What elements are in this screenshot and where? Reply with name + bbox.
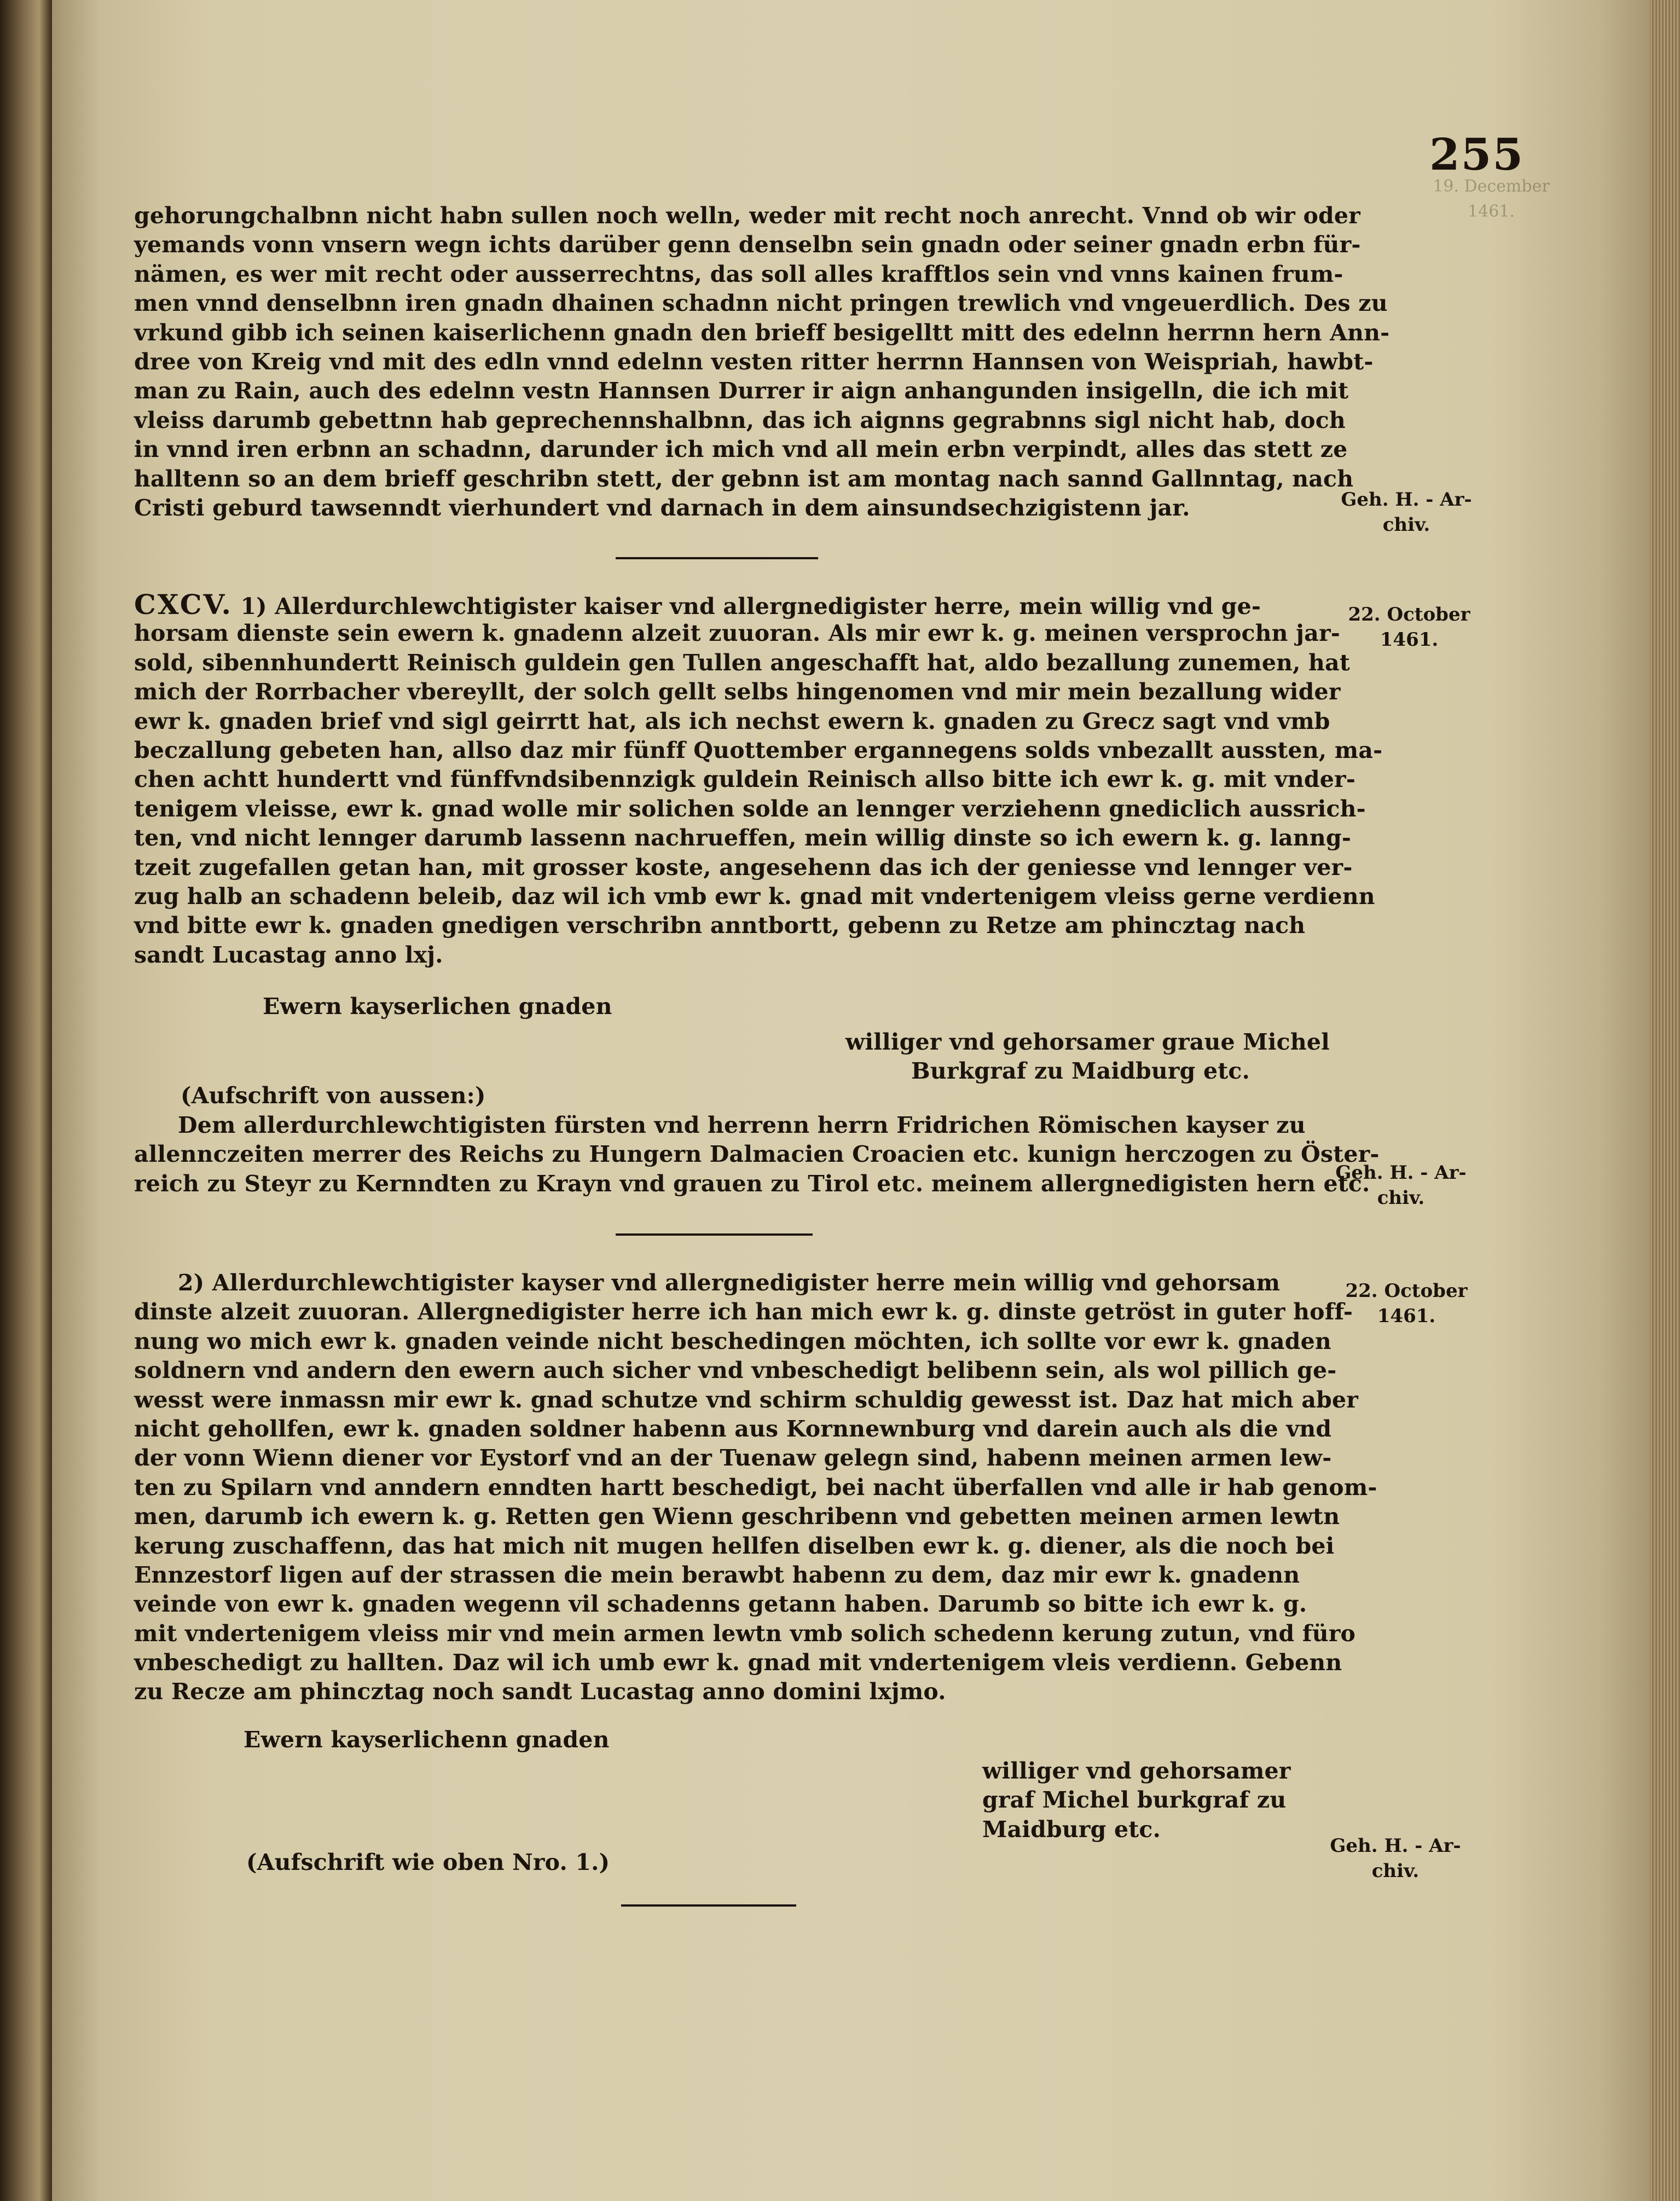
document-number: CXCV. (134, 588, 233, 621)
signature-block (982, 1757, 1354, 1844)
date-line: 1461. (1377, 1305, 1436, 1327)
source-line: Geh. H. - Ar- (1341, 489, 1472, 511)
signature-line: williger vnd gehorsamer graue Michel (845, 1029, 1330, 1055)
text-line: zug halb an schadenn beleib, daz wil ich vmb ewr k. gnad mit vndertenigem vleiss gerne verdienn (134, 883, 1375, 910)
text-line: kerung zuschaffenn, das hat mich nit mugen hellfen diselben ewr k. g. diener, als die noch bei (134, 1532, 1335, 1559)
text-line: reich zu Steyr zu Kernndten zu Krayn vnd grauen zu Tirol etc. meinem allergnedigisten hern etc. (134, 1170, 1370, 1197)
archive-source-note (1305, 1833, 1486, 1884)
source-line: chiv. (1371, 1860, 1420, 1882)
text-line: tenigem vleisse, ewr k. gnad wolle mir solichen solde an lennger verziehenn gnediclich aussrich- (134, 795, 1366, 822)
section-divider (616, 1233, 813, 1236)
text-line: Cristi geburd tawsenndt vierhundert vnd darnach in dem ainsundsechzigistenn jar. (134, 494, 1190, 521)
salutation: Ewern kayserlichenn gnaden (244, 1727, 610, 1753)
text-line: nung wo mich ewr k. gnaden veinde nicht beschedingen möchten, ich sollte vor ewr k. gnaden (134, 1328, 1331, 1354)
text-line: sandt Lucastag anno lxj. (134, 941, 443, 968)
text-line: halltenn so an dem brieff geschribn stett, der gebnn ist am montag nach sannd Gallnntag, nach (134, 465, 1354, 492)
source-line: Geh. H. - Ar- (1330, 1835, 1461, 1857)
text-line: horsam dienste sein ewern k. gnadenn alzeit zuuoran. Als mir ewr k. g. meinen versprochn jar- (134, 620, 1340, 647)
book-page (52, 0, 1650, 2201)
signature-line: graf Michel burkgraf zu (982, 1787, 1287, 1814)
page-fore-edge (1650, 0, 1680, 2201)
text-line: vleiss darumb gebettnn hab geprechennshalbnn, das ich aignns gegrabnns sigl nicht hab, doch (134, 407, 1346, 433)
salutation: Ewern kayserlichen gnaden (263, 993, 612, 1020)
archive-source-note (1316, 487, 1497, 537)
text-line: 1) Allerdurchlewchtigister kaiser vnd allergnedigister herre, mein willig vnd ge- (232, 593, 1261, 619)
text-line: men, darumb ich ewern k. g. Retten gen Wienn geschribenn vnd gebetten meinen armen lewtn (134, 1503, 1340, 1530)
section-divider (616, 557, 818, 559)
document-2-body (134, 1269, 1377, 1707)
aufschrift-text (134, 1111, 1380, 1198)
document-cxcv-body (134, 588, 1383, 970)
date-line: 1461. (1380, 629, 1439, 651)
text-line: dinste alzeit zuuoran. Allergnedigister herre ich han mich ewr k. g. dinste getröst in guter hoff- (134, 1299, 1353, 1325)
page-number: 255 (1429, 129, 1524, 180)
text-line: Dem allerdurchlewchtigisten fürsten vnd herrenn herrn Fridrichen Römischen kayser zu (178, 1112, 1306, 1138)
archive-source-note (1311, 1160, 1491, 1210)
text-line: mich der Rorrbacher vbereyllt, der solch gellt selbs hingenomen vnd mir mein bezallung wider (134, 679, 1341, 705)
text-line: gehorungchalbnn nicht habn sullen noch welln, weder mit recht noch anrecht. Vnnd ob wir oder (134, 202, 1360, 229)
text-line: beczallung gebeten han, allso daz mir fünff Quottember ergannegens solds vnbezallt aussten, ma- (134, 737, 1383, 763)
text-line: soldnern vnd andern den ewern auch sicher vnd vnbeschedigt belibenn sein, als wol pillich ge- (134, 1357, 1337, 1384)
text-line: Ennzestorf ligen auf der strassen die mein berawbt habenn zu dem, daz mir ewr k. gnadenn (134, 1561, 1300, 1588)
aufschrift-label: (Aufschrift von aussen:) (181, 1082, 486, 1109)
signature-line: williger vnd gehorsamer (982, 1758, 1291, 1784)
text-line: nämen, es wer mit recht oder ausserrechtns, das soll alles krafftlos sein vnd vnns kainen frum- (134, 260, 1343, 287)
text-line: allennczeiten merrer des Reichs zu Hungern Dalmacien Croacien etc. kunign herczogen zu Öster- (134, 1141, 1380, 1168)
signature-block (845, 1028, 1354, 1086)
left-page-edge (0, 0, 52, 2201)
signature-line: Maidburg etc. (982, 1816, 1161, 1843)
text-line: ewr k. gnaden brief vnd sigl geirrtt hat, als ich nechst ewern k. gnaden zu Grecz sagt vnd vmb (134, 708, 1330, 734)
source-line: chiv. (1377, 1187, 1425, 1209)
text-line: man zu Rain, auch des edelnn vestn Hannsen Durrer ir aign anhangunden insigelln, die ich mit (134, 378, 1349, 404)
text-line: 2) Allerdurchlewchtigister kayser vnd allergnedigister herre mein willig vnd gehorsam (178, 1270, 1281, 1296)
text-line: veinde von ewr k. gnaden wegenn vil schadenns getann haben. Darumb so bitte ich ewr k. g. (134, 1591, 1307, 1618)
source-line: Geh. H. - Ar- (1335, 1162, 1467, 1184)
text-line: zu Recze am phincztag noch sandt Lucastag anno domini lxjmo. (134, 1678, 946, 1705)
text-line: der vonn Wienn diener vor Eystorf vnd an der Tuenaw gelegn sind, habenn meinen armen lew- (134, 1445, 1332, 1472)
text-line: mit vndertenigem vleiss mir vnd mein armen lewtn vmb solich schedenn kerung zutun, vnd füro (134, 1620, 1356, 1647)
text-line: vnbeschedigt zu hallten. Daz wil ich umb ewr k. gnad mit vndertenigem vleis verdienn. Gebenn (134, 1649, 1342, 1676)
date-line: 22. October (1345, 1280, 1468, 1302)
text-line: ten, vnd nicht lennger darumb lassenn nachrueffen, mein willig dinste so ich ewern k. g. lanng- (134, 825, 1352, 852)
aufschrift-note: (Aufschrift wie oben Nro. 1.) (246, 1849, 610, 1875)
date-line: 22. October (1348, 604, 1470, 625)
text-line: nicht gehollfen, ewr k. gnaden soldner habenn aus Kornnewnburg vnd darein auch als die vnd (134, 1415, 1332, 1442)
text-line: dree von Kreig vnd mit des edln vnnd edelnn vesten ritter herrnn Hannsen von Weispriah, hawbt- (134, 348, 1374, 375)
continuation-paragraph (134, 201, 1390, 523)
text-line: ten zu Spilarn vnd anndern enndten hartt beschedigt, bei nacht überfallen vnd alle ir hab genom- (134, 1474, 1377, 1501)
text-line: yemands vonn vnsern wegn ichts darüber genn denselbn sein gnadn oder seiner gnadn erbn für- (134, 231, 1361, 258)
text-line: in vnnd iren erbnn an schadnn, darunder ich mich vnd all mein erbn verpindt, alles das stett ze (134, 436, 1348, 463)
text-line: vnd bitte ewr k. gnaden gnedigen verschribn anntbortt, gebenn zu Retze am phincztag nach (134, 912, 1306, 939)
document-heading-line (134, 590, 1354, 619)
text-line: men vnnd denselbnn iren gnadn dhainen schadnn nicht pringen trewlich vnd vngeuerdlich. Des zu (134, 290, 1388, 317)
margin-note-faint: 19. December 1461. (1433, 177, 1550, 221)
text-line: sold, sibennhundertt Reinisch guldein gen Tullen angeschafft hat, aldo bezallung zunemen, hat (134, 649, 1350, 676)
section-divider (621, 1904, 796, 1907)
text-line: vrkund gibb ich seinen kaiserlichenn gnadn den brieff besigelltt mitt des edelnn herrnn hern Ann- (134, 319, 1390, 346)
text-line: chen achtt hundertt vnd fünffvndsibennzigk guldein Reinisch allso bitte ich ewr k. g. mit vnder- (134, 766, 1356, 793)
signature-line: Burkgraf zu Maidburg etc. (911, 1058, 1250, 1085)
source-line: chiv. (1382, 514, 1430, 536)
text-line: tzeit zugefallen getan han, mit grosser koste, angesehenn das ich der geniesse vnd lennger ver- (134, 854, 1353, 881)
text-line: wesst were inmassn mir ewr k. gnad schutze vnd schirm schuldig gewesst ist. Daz hat mich aber (134, 1386, 1359, 1413)
